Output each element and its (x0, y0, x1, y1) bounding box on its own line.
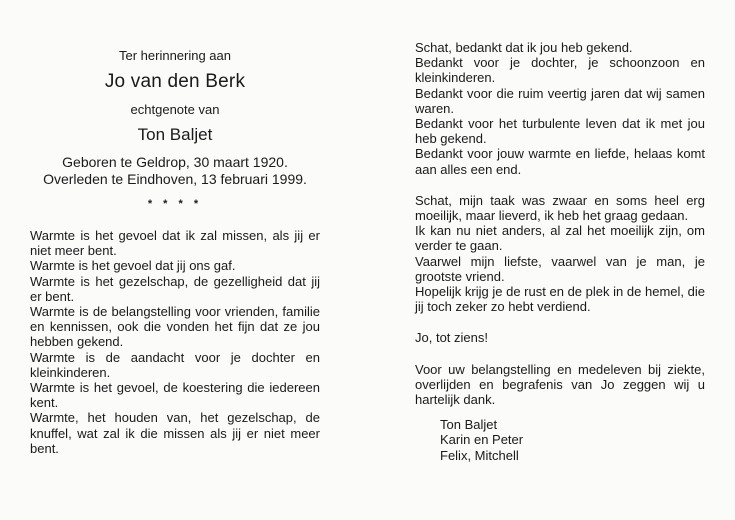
right-column (415, 40, 705, 463)
poem-line: Warmte is de belangstelling voor vrienden, familie en kennissen, ook die vonden het fijn dat ze jou hebben gekend. (30, 304, 320, 350)
signatures (440, 417, 705, 463)
spouse-name: Ton Baljet (137, 125, 213, 144)
task-line: Hopelijk krijg je de rust en de plek in de hemel, die jij toch zeker zo hebt verdiend. (415, 284, 705, 315)
poem-line: Warmte, het houden van, het gezelschap, de knuffel, wat zal ik die missen als jij er niet meer bent. (30, 410, 320, 456)
thanks-line: Bedankt voor het turbulente leven dat ik met jou heb gekend. (415, 116, 705, 147)
signature-line: Ton Baljet (440, 417, 498, 433)
death-line: Overleden te Eindhoven, 13 februari 1999. (43, 171, 307, 187)
poem-line: Warmte is het gevoel, de koestering die iedereen kent. (30, 380, 320, 411)
task-line: Ik kan nu niet anders, al zal het moeilijk zijn, om verder te gaan. (415, 223, 705, 254)
farewell-text: Jo, tot ziens! (415, 330, 488, 346)
task-line: Schat, mijn taak was zwaar en soms heel erg moeilijk, maar lieverd, ik heb het graag gedaan. (415, 192, 705, 224)
poem-line: Warmte is het gevoel dat ik zal missen, als jij er niet meer bent. (30, 228, 320, 259)
task-block (415, 193, 705, 315)
thanks-block (415, 40, 705, 177)
spouse-label: echtgenote van (130, 102, 220, 117)
left-column (30, 40, 320, 456)
acknowledgement-text: Voor uw belangstelling en medeleven bij ziekte, overlijden en begrafenis van Jo zeggen wij u hartelijk dank. (415, 361, 705, 408)
poem-line: Warmte is het gezelschap, de gezelligheid dat jij er bent. (30, 273, 320, 304)
intro-text: Ter herinnering aan (118, 48, 232, 63)
thanks-line: Schat, bedankt dat ik jou heb gekend. (415, 40, 633, 55)
task-line: Vaarwel mijn liefste, vaarwel van je man, je grootste vriend. (415, 253, 705, 284)
stars-divider: * * * * (147, 198, 203, 210)
poem-line: Warmte is de aandacht voor je dochter en kleinkinderen. (30, 349, 320, 380)
thanks-line: Bedankt voor die ruim veertig jaren dat wij samen waren. (415, 85, 705, 116)
thanks-line: Bedankt voor jouw warmte en liefde, helaas komt aan alles een end. (415, 146, 705, 177)
deceased-name: Jo van den Berk (104, 71, 246, 92)
poem-line: Warmte is het gevoel dat jij ons gaf. (30, 258, 236, 274)
signature-line: Felix, Mitchell (440, 447, 519, 463)
birth-line: Geboren te Geldrop, 30 maart 1920. (62, 154, 288, 170)
signature-line: Karin en Peter (440, 432, 524, 448)
poem (30, 228, 320, 456)
thanks-line: Bedankt voor je dochter, je schoonzoon en kleinkinderen. (415, 55, 705, 86)
